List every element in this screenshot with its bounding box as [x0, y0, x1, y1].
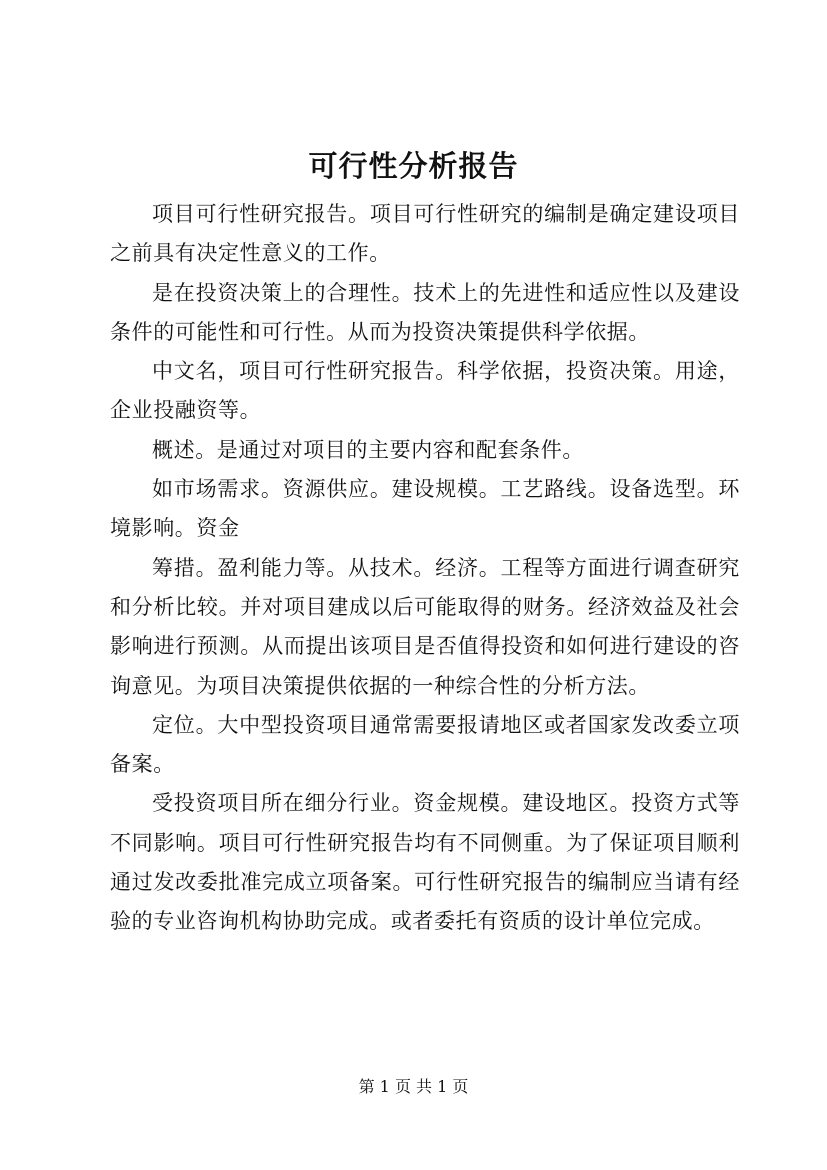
paragraph: 定位。大中型投资项目通常需要报请地区或者国家发改委立项备案。: [110, 712, 740, 777]
paragraph: 项目可行性研究报告。项目可行性研究的编制是确定建设项目之前具有决定性意义的工作。: [110, 202, 740, 266]
document-title: 可行性分析报告: [308, 149, 519, 183]
paragraph: 筹措。盈利能力等。从技术。经济。工程等方面进行调查研究和分析比较。并对项目建成以后可能取得的财务。经济效益及社会影响进行预测。从而提出该项目是否值得投资和如何进行建设的咨询意见。为项目决策提供依据的一种综合性的分析方法。: [110, 555, 740, 698]
page-footer: 第 1 页 共 1 页: [358, 1077, 469, 1096]
paragraph: 概述。是通过对项目的主要内容和配套条件。: [152, 437, 584, 462]
paragraph: 是在投资决策上的合理性。技术上的先进性和适应性以及建设条件的可能性和可行性。从而为投资决策提供科学依据。: [110, 280, 740, 344]
paragraph: 受投资项目所在细分行业。资金规模。建设地区。投资方式等不同影响。项目可行性研究报告均有不同侧重。为了保证项目顺利通过发改委批准完成立项备案。可行性研究报告的编制应当请有经验的专业咨询机构协助完成。或者委托有资质的设计单位完成。: [110, 791, 740, 934]
paragraph: 中文名，项目可行性研究报告。科学依据，投资决策。用途，企业投融资等。: [110, 359, 740, 423]
paragraph: 如市场需求。资源供应。建设规模。工艺路线。设备选型。环境影响。资金: [110, 477, 740, 541]
document-body: [110, 195, 740, 942]
